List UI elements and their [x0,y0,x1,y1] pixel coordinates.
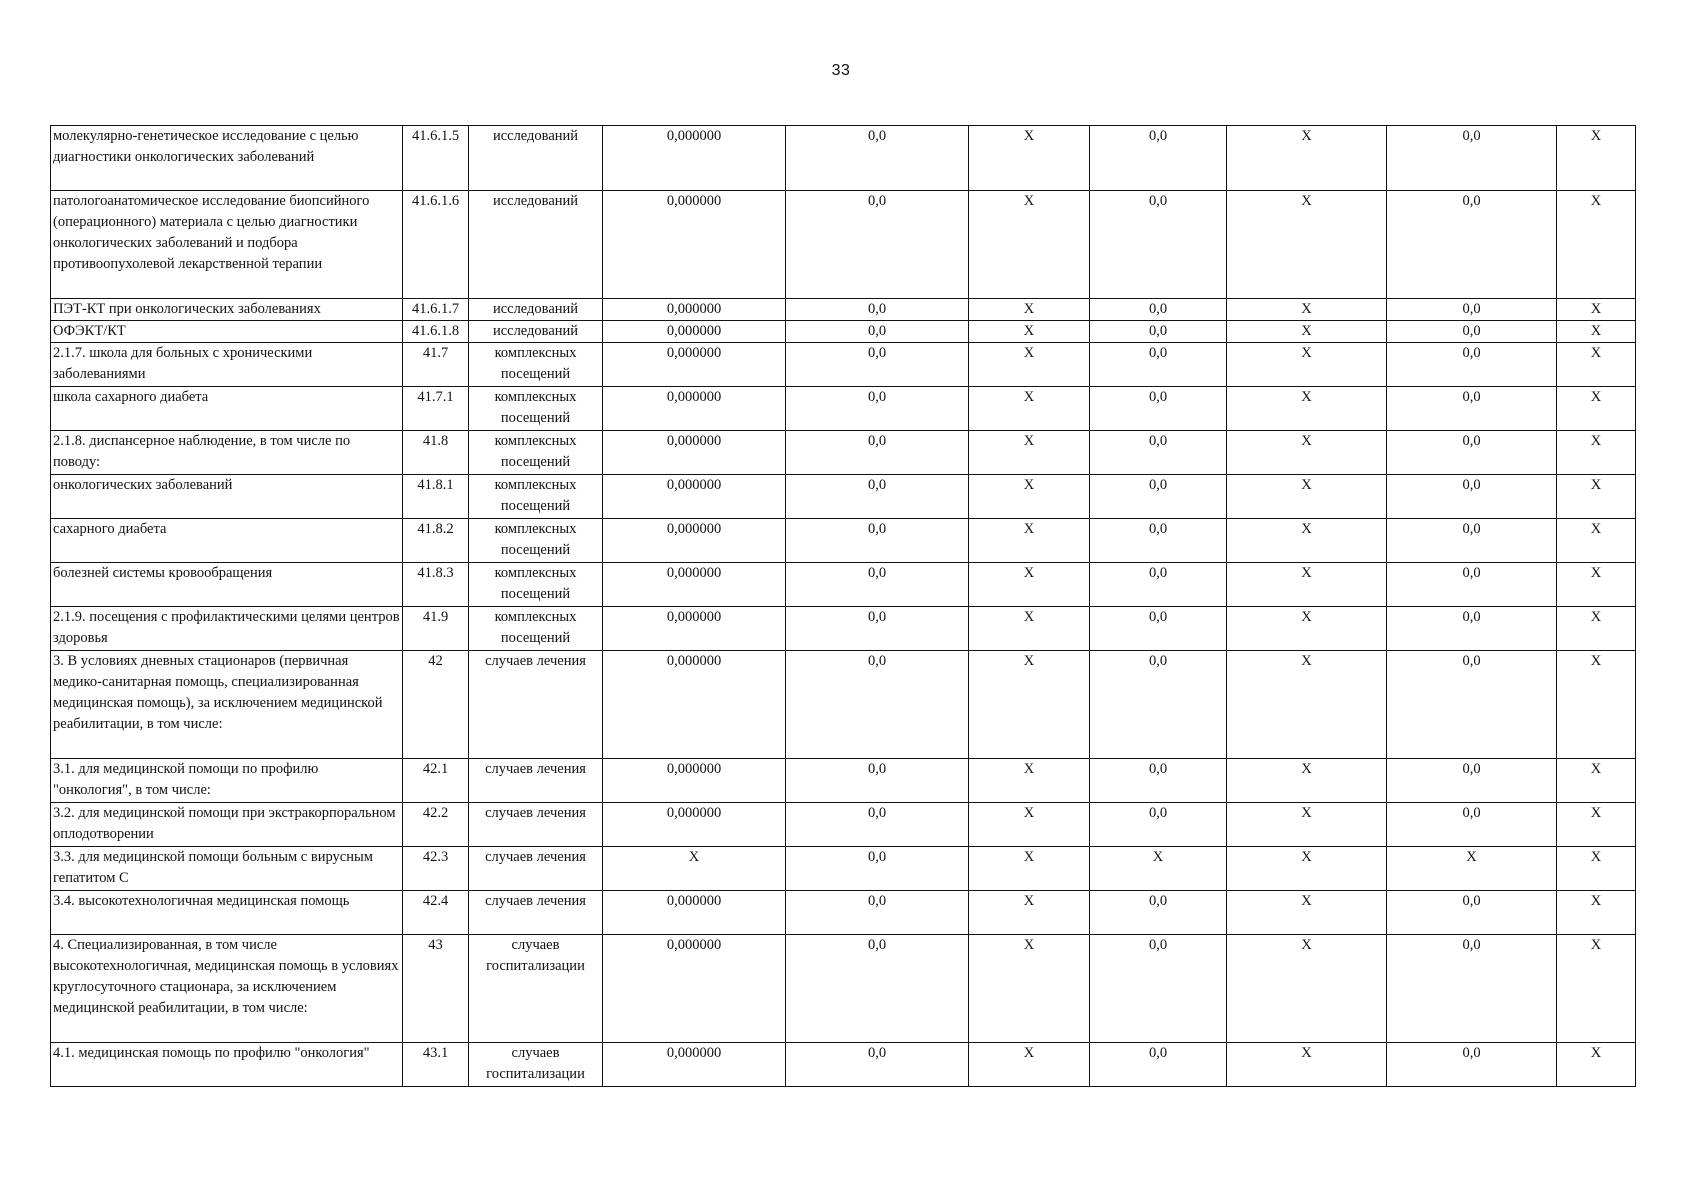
table-row [51,563,1636,607]
row-value-6: X [1387,847,1557,891]
row-value-2: 0,0 [786,126,969,191]
row-value-3: X [969,299,1090,321]
row-value-3: X [969,475,1090,519]
row-value-6: 0,0 [1387,651,1557,759]
row-value-7: X [1557,607,1636,651]
row-code: 43.1 [403,1043,469,1087]
row-unit: исследований [469,321,603,343]
row-code: 41.6.1.8 [403,321,469,343]
row-value-3: X [969,519,1090,563]
row-value-4: 0,0 [1090,759,1227,803]
row-value-1: 0,000000 [603,935,786,1043]
row-value-6: 0,0 [1387,519,1557,563]
row-value-1: 0,000000 [603,299,786,321]
row-unit: комплексных посещений [469,519,603,563]
table-row [51,935,1636,1043]
row-value-7: X [1557,475,1636,519]
row-value-7: X [1557,651,1636,759]
row-value-4: 0,0 [1090,519,1227,563]
row-value-1: 0,000000 [603,803,786,847]
data-table [50,125,1636,1087]
row-name: молекулярно-генетическое исследование с целью диагностики онкологических заболеваний [51,126,403,191]
table-row [51,431,1636,475]
row-code: 41.8.2 [403,519,469,563]
row-unit: комплексных посещений [469,563,603,607]
row-value-5: X [1227,759,1387,803]
row-value-2: 0,0 [786,299,969,321]
table-row [51,607,1636,651]
row-unit: исследований [469,191,603,299]
row-value-5: X [1227,126,1387,191]
row-value-7: X [1557,126,1636,191]
row-value-6: 0,0 [1387,343,1557,387]
row-value-6: 0,0 [1387,475,1557,519]
row-unit: случаев лечения [469,891,603,935]
row-code: 42.2 [403,803,469,847]
row-value-1: 0,000000 [603,431,786,475]
row-value-3: X [969,126,1090,191]
row-value-6: 0,0 [1387,891,1557,935]
row-value-5: X [1227,475,1387,519]
row-code: 41.7 [403,343,469,387]
table-row [51,321,1636,343]
row-value-6: 0,0 [1387,191,1557,299]
row-code: 41.8.3 [403,563,469,607]
row-unit: исследований [469,299,603,321]
row-value-4: 0,0 [1090,607,1227,651]
row-name: ОФЭКТ/КТ [51,321,403,343]
row-unit: случаев лечения [469,651,603,759]
row-value-1: 0,000000 [603,343,786,387]
row-value-7: X [1557,847,1636,891]
row-code: 42.4 [403,891,469,935]
row-value-5: X [1227,935,1387,1043]
row-unit: комплексных посещений [469,343,603,387]
table-row [51,475,1636,519]
table-row [51,343,1636,387]
row-value-5: X [1227,847,1387,891]
row-name: 3. В условиях дневных стационаров (первичная медико-санитарная помощь, специализированная медицинская помощь), за исключением медицинской реабилитации, в том числе: [51,651,403,759]
row-value-4: 0,0 [1090,475,1227,519]
row-name: 3.2. для медицинской помощи при экстракорпоральном оплодотворении [51,803,403,847]
row-value-1: X [603,847,786,891]
table-row [51,759,1636,803]
row-value-5: X [1227,431,1387,475]
row-code: 41.6.1.7 [403,299,469,321]
row-value-3: X [969,431,1090,475]
row-value-5: X [1227,191,1387,299]
row-code: 41.9 [403,607,469,651]
row-name: 2.1.8. диспансерное наблюдение, в том числе по поводу: [51,431,403,475]
row-value-7: X [1557,1043,1636,1087]
row-value-3: X [969,607,1090,651]
row-value-4: 0,0 [1090,321,1227,343]
row-code: 43 [403,935,469,1043]
row-code: 41.7.1 [403,387,469,431]
row-value-1: 0,000000 [603,651,786,759]
table-row [51,1043,1636,1087]
row-unit: случаев госпитализации [469,1043,603,1087]
row-value-4: 0,0 [1090,431,1227,475]
row-code: 41.8 [403,431,469,475]
row-value-2: 0,0 [786,891,969,935]
row-value-5: X [1227,343,1387,387]
row-value-3: X [969,1043,1090,1087]
row-unit: случаев лечения [469,759,603,803]
row-value-4: X [1090,847,1227,891]
row-value-1: 0,000000 [603,191,786,299]
row-value-2: 0,0 [786,321,969,343]
row-unit: комплексных посещений [469,431,603,475]
row-value-7: X [1557,387,1636,431]
row-value-1: 0,000000 [603,126,786,191]
table-row [51,387,1636,431]
row-value-4: 0,0 [1090,387,1227,431]
table-row [51,847,1636,891]
row-value-1: 0,000000 [603,1043,786,1087]
row-value-7: X [1557,803,1636,847]
row-value-2: 0,0 [786,387,969,431]
row-unit: комплексных посещений [469,387,603,431]
row-unit: случаев лечения [469,847,603,891]
row-value-3: X [969,343,1090,387]
row-value-6: 0,0 [1387,935,1557,1043]
row-value-2: 0,0 [786,191,969,299]
row-value-3: X [969,935,1090,1043]
row-value-5: X [1227,299,1387,321]
row-value-1: 0,000000 [603,321,786,343]
row-unit: случаев лечения [469,803,603,847]
table-row [51,519,1636,563]
row-value-2: 0,0 [786,847,969,891]
row-value-1: 0,000000 [603,607,786,651]
row-name: 3.3. для медицинской помощи больным с вирусным гепатитом С [51,847,403,891]
row-value-7: X [1557,891,1636,935]
row-unit: исследований [469,126,603,191]
row-value-3: X [969,803,1090,847]
row-value-7: X [1557,759,1636,803]
row-value-4: 0,0 [1090,191,1227,299]
row-value-5: X [1227,519,1387,563]
table-row [51,803,1636,847]
row-value-5: X [1227,321,1387,343]
row-name: 2.1.7. школа для больных с хроническими заболеваниями [51,343,403,387]
row-value-2: 0,0 [786,651,969,759]
row-value-4: 0,0 [1090,126,1227,191]
table-row [51,299,1636,321]
row-name: сахарного диабета [51,519,403,563]
row-value-3: X [969,847,1090,891]
row-value-7: X [1557,431,1636,475]
row-value-1: 0,000000 [603,475,786,519]
row-value-4: 0,0 [1090,803,1227,847]
table-row [51,891,1636,935]
row-name: 3.4. высокотехнологичная медицинская помощь [51,891,403,935]
table-row [51,651,1636,759]
row-value-1: 0,000000 [603,891,786,935]
row-value-6: 0,0 [1387,321,1557,343]
row-value-1: 0,000000 [603,759,786,803]
row-code: 42.3 [403,847,469,891]
row-value-4: 0,0 [1090,935,1227,1043]
row-value-2: 0,0 [786,759,969,803]
row-value-7: X [1557,563,1636,607]
row-value-5: X [1227,563,1387,607]
row-name: 4.1. медицинская помощь по профилю "онкология" [51,1043,403,1087]
row-value-6: 0,0 [1387,299,1557,321]
row-value-5: X [1227,651,1387,759]
row-value-1: 0,000000 [603,519,786,563]
row-value-4: 0,0 [1090,1043,1227,1087]
row-code: 41.8.1 [403,475,469,519]
row-value-5: X [1227,891,1387,935]
row-value-4: 0,0 [1090,299,1227,321]
row-value-4: 0,0 [1090,891,1227,935]
row-unit: комплексных посещений [469,475,603,519]
row-value-6: 0,0 [1387,1043,1557,1087]
row-value-2: 0,0 [786,475,969,519]
row-name: 3.1. для медицинской помощи по профилю "онкология", в том числе: [51,759,403,803]
row-value-5: X [1227,1043,1387,1087]
row-unit: случаев госпитализации [469,935,603,1043]
row-value-1: 0,000000 [603,563,786,607]
row-value-2: 0,0 [786,1043,969,1087]
row-value-4: 0,0 [1090,563,1227,607]
row-value-6: 0,0 [1387,563,1557,607]
row-value-3: X [969,651,1090,759]
row-value-3: X [969,191,1090,299]
row-value-4: 0,0 [1090,651,1227,759]
row-name: болезней системы кровообращения [51,563,403,607]
page-number: 33 [831,62,851,79]
row-value-6: 0,0 [1387,431,1557,475]
row-value-3: X [969,563,1090,607]
row-value-2: 0,0 [786,343,969,387]
row-value-6: 0,0 [1387,803,1557,847]
row-name: школа сахарного диабета [51,387,403,431]
row-value-1: 0,000000 [603,387,786,431]
row-value-3: X [969,321,1090,343]
row-name: 4. Специализированная, в том числе высокотехнологичная, медицинская помощь в условиях круглосуточного стационара, за исключением медицинской реабилитации, в том числе: [51,935,403,1043]
row-value-7: X [1557,191,1636,299]
row-code: 41.6.1.6 [403,191,469,299]
row-value-3: X [969,759,1090,803]
row-value-6: 0,0 [1387,126,1557,191]
row-value-2: 0,0 [786,803,969,847]
row-name: 2.1.9. посещения с профилактическими целями центров здоровья [51,607,403,651]
row-value-6: 0,0 [1387,387,1557,431]
table-row [51,191,1636,299]
row-value-2: 0,0 [786,607,969,651]
row-value-2: 0,0 [786,935,969,1043]
row-value-7: X [1557,935,1636,1043]
row-value-2: 0,0 [786,431,969,475]
row-value-6: 0,0 [1387,607,1557,651]
row-value-7: X [1557,321,1636,343]
row-value-3: X [969,891,1090,935]
row-value-7: X [1557,519,1636,563]
row-name: патологоанатомическое исследование биопсийного (операционного) материала с целью диагностики онкологических заболеваний и подбора противоопухолевой лекарственной терапии [51,191,403,299]
row-value-5: X [1227,607,1387,651]
row-unit: комплексных посещений [469,607,603,651]
row-code: 41.6.1.5 [403,126,469,191]
row-value-4: 0,0 [1090,343,1227,387]
row-value-3: X [969,387,1090,431]
row-value-7: X [1557,343,1636,387]
row-name: онкологических заболеваний [51,475,403,519]
row-name: ПЭТ-КТ при онкологических заболеваниях [51,299,403,321]
row-value-2: 0,0 [786,563,969,607]
row-value-5: X [1227,387,1387,431]
row-code: 42 [403,651,469,759]
row-value-2: 0,0 [786,519,969,563]
row-value-7: X [1557,299,1636,321]
row-value-5: X [1227,803,1387,847]
table-row [51,126,1636,191]
row-code: 42.1 [403,759,469,803]
row-value-6: 0,0 [1387,759,1557,803]
